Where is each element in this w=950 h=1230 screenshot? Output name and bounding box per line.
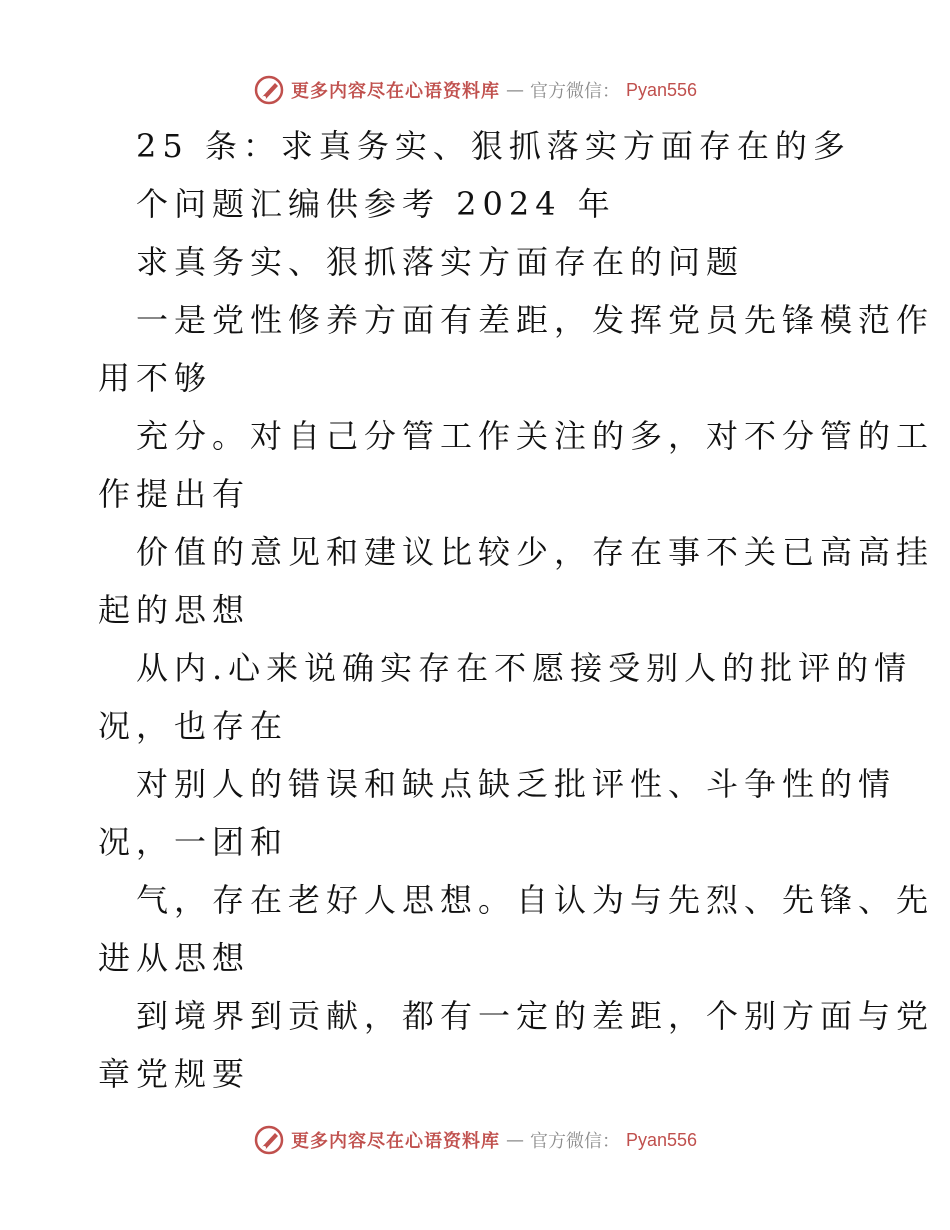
body-line: 充分。对自己分管工作关注的多，对不分管的工 <box>136 417 935 455</box>
footer-banner-dash: — <box>505 1129 524 1151</box>
body-line: 价值的意见和建议比较少，存在事不关已高高挂 <box>136 533 935 571</box>
pen-logo-icon <box>253 1124 285 1156</box>
body-line: 进从思想 <box>98 939 251 977</box>
header-banner-text: 更多内容尽在心语资料库 <box>290 81 500 102</box>
header-wechat-id: Pyan556 <box>625 79 698 100</box>
body-line: 对别人的错误和缺点缺乏批评性、斗争性的情 <box>136 765 897 803</box>
body-line: 起的思想 <box>98 591 251 629</box>
body-line: 到境界到贡献，都有一定的差距，个别方面与党 <box>136 997 935 1035</box>
header-official-label: 官方微信： <box>529 81 620 102</box>
body-line: 作提出有 <box>98 475 251 513</box>
body-line: 况，也存在 <box>98 707 289 745</box>
footer-banner-text: 更多内容尽在心语资料库 <box>290 1131 500 1152</box>
header-banner-dash: — <box>505 79 524 101</box>
body-line: 章党规要 <box>98 1055 251 1093</box>
body-line: 一是党性修养方面有差距，发挥党员先锋模范作 <box>136 301 935 339</box>
body-line: 况，一团和 <box>98 823 289 861</box>
footer-official-label: 官方微信： <box>529 1131 620 1152</box>
doc-title-line-2: 个问题汇编供参考 2024 年 <box>136 185 616 223</box>
footer-banner <box>0 1120 950 1160</box>
footer-wechat-id: Pyan556 <box>625 1129 698 1150</box>
doc-title-line-1: 25 条：求真务实、狠抓落实方面存在的多 <box>136 127 851 165</box>
body-line: 气，存在老好人思想。自认为与先烈、先锋、先 <box>136 881 935 919</box>
body-line: 从内.心来说确实存在不愿接受别人的批评的情 <box>136 649 913 687</box>
pen-logo-icon <box>253 74 285 106</box>
section-heading: 求真务实、狠抓落实方面存在的问题 <box>136 243 745 281</box>
body-line: 用不够 <box>98 359 213 397</box>
header-banner <box>0 70 950 110</box>
